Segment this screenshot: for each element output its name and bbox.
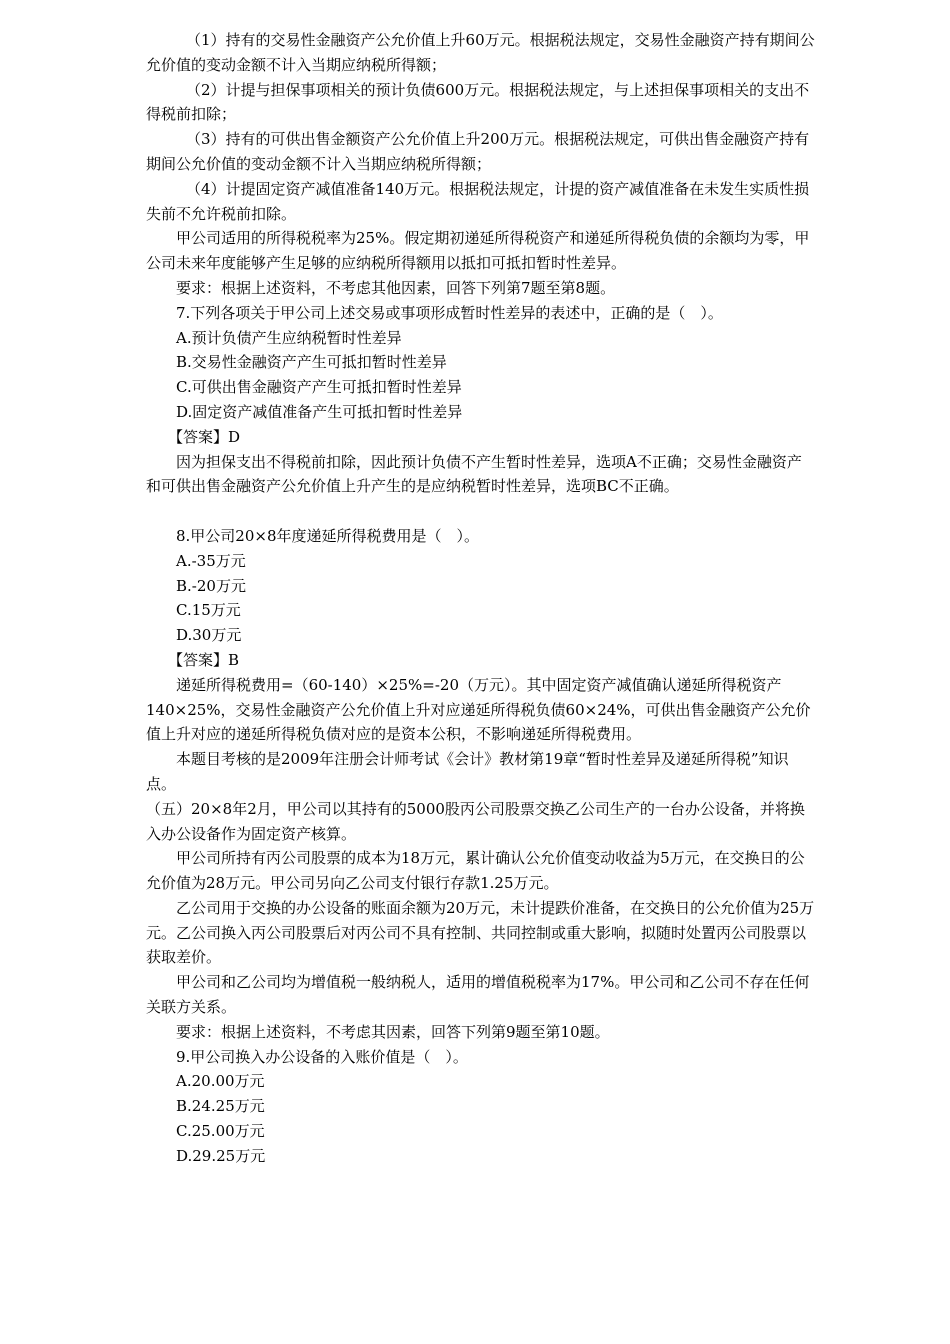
q8-answer: 【答案】B — [168, 650, 240, 669]
intro-item-3: （3）持有的可供出售金额资产公允价值上升200万元。根据税法规定，可供出售金融资产持有期间公允价值的变动金额不计入当期应纳税所得额； — [146, 130, 810, 173]
q8-explanation: 递延所得税费用=（60-140）×25%=-20（万元）。其中固定资产减值确认递延所得税资产140×25%，交易性金融资产公允价值上升对应递延所得税负债60×24%，可供出售金融资产公允价值上升对应的递延所得税负债对应的是资本公积，不影响递延所得税费用。 — [146, 675, 811, 744]
requirement-q7-q8: 要求：根据上述资料，不考虑其他因素，回答下列第7题至第8题。 — [176, 278, 616, 297]
tax-rate-paragraph: 甲公司适用的所得税税率为25%。假定期初递延所得税资产和递延所得税负债的余额均为零，甲公司未来年度能够产生足够的应纳税所得额用以抵扣可抵扣暂时性差异。 — [146, 229, 810, 273]
q8-option-d: D.30万元 — [176, 626, 242, 645]
q8-stem: 8.甲公司20×8年度递延所得税费用是（ ）。 — [176, 526, 480, 545]
section5-para-1: 甲公司所持有丙公司股票的成本为18万元，累计确认公允价值变动收益为5万元，在交换日的公允价值为28万元。甲公司另向乙公司支付银行存款1.25万元。 — [146, 849, 805, 893]
q8-option-a: A.-35万元 — [176, 551, 246, 570]
q7-option-b: B.交易性金融资产产生可抵扣暂时性差异 — [176, 353, 447, 372]
q7-explanation: 因为担保支出不得税前扣除，因此预计负债不产生暂时性差异，选项A不正确；交易性金融资产和可供出售金融资产公允价值上升产生的是应纳税暂时性差异，选项BC不正确。 — [146, 452, 802, 496]
q7-stem: 7.下列各项关于甲公司上述交易或事项形成暂时性差异的表述中，正确的是（ ）。 — [176, 303, 723, 322]
q9-option-c: C.25.00万元 — [176, 1122, 265, 1141]
section5-heading: （五）20×8年2月，甲公司以其持有的5000股丙公司股票交换乙公司生产的一台办公设备，并将换入办公设备作为固定资产核算。 — [146, 799, 805, 843]
q9-option-d: D.29.25万元 — [176, 1146, 266, 1165]
section5-para-3: 甲公司和乙公司均为增值税一般纳税人，适用的增值税税率为17%。甲公司和乙公司不存在任何关联方关系。 — [146, 973, 810, 1017]
section5-para-2: 乙公司用于交换的办公设备的账面余额为20万元，未计提跌价准备，在交换日的公允价值为25万元。乙公司换入丙公司股票后对丙公司不具有控制、共同控制或重大影响，拟随时处置丙公司股票以获取差价。 — [146, 898, 815, 967]
q9-option-a: A.20.00万元 — [176, 1072, 265, 1091]
requirement-q9-q10: 要求：根据上述资料，不考虑其因素，回答下列第9题至第10题。 — [176, 1022, 610, 1041]
intro-item-4: （4）计提固定资产减值准备140万元。根据税法规定，计提的资产减值准备在未发生实质性损失前不允许税前扣除。 — [146, 179, 810, 223]
q7-option-c: C.可供出售金融资产产生可抵扣暂时性差异 — [176, 378, 462, 397]
q8-option-b: B.-20万元 — [176, 576, 246, 595]
q9-option-b: B.24.25万元 — [176, 1097, 265, 1116]
q8-knowledge-point: 本题目考核的是2009年注册会计师考试《会计》教材第19章“暂时性差异及递延所得税”知识点。 — [146, 750, 789, 793]
q7-answer: 【答案】D — [168, 427, 241, 446]
intro-item-2: （2）计提与担保事项相关的预计负债600万元。根据税法规定，与上述担保事项相关的支出不得税前扣除； — [146, 80, 810, 124]
spacer — [146, 499, 816, 524]
intro-item-1: （1）持有的交易性金融资产公允价值上升60万元。根据税法规定，交易性金融资产持有期间公允价值的变动金额不计入当期应纳税所得额； — [146, 31, 815, 74]
q7-option-a: A.预计负债产生应纳税暂时性差异 — [176, 328, 402, 347]
q7-option-d: D.固定资产减值准备产生可抵扣暂时性差异 — [176, 402, 463, 421]
q8-option-c: C.15万元 — [176, 601, 241, 620]
q9-stem: 9.甲公司换入办公设备的入账价值是（ ）。 — [176, 1047, 468, 1066]
document-page — [146, 28, 816, 1169]
